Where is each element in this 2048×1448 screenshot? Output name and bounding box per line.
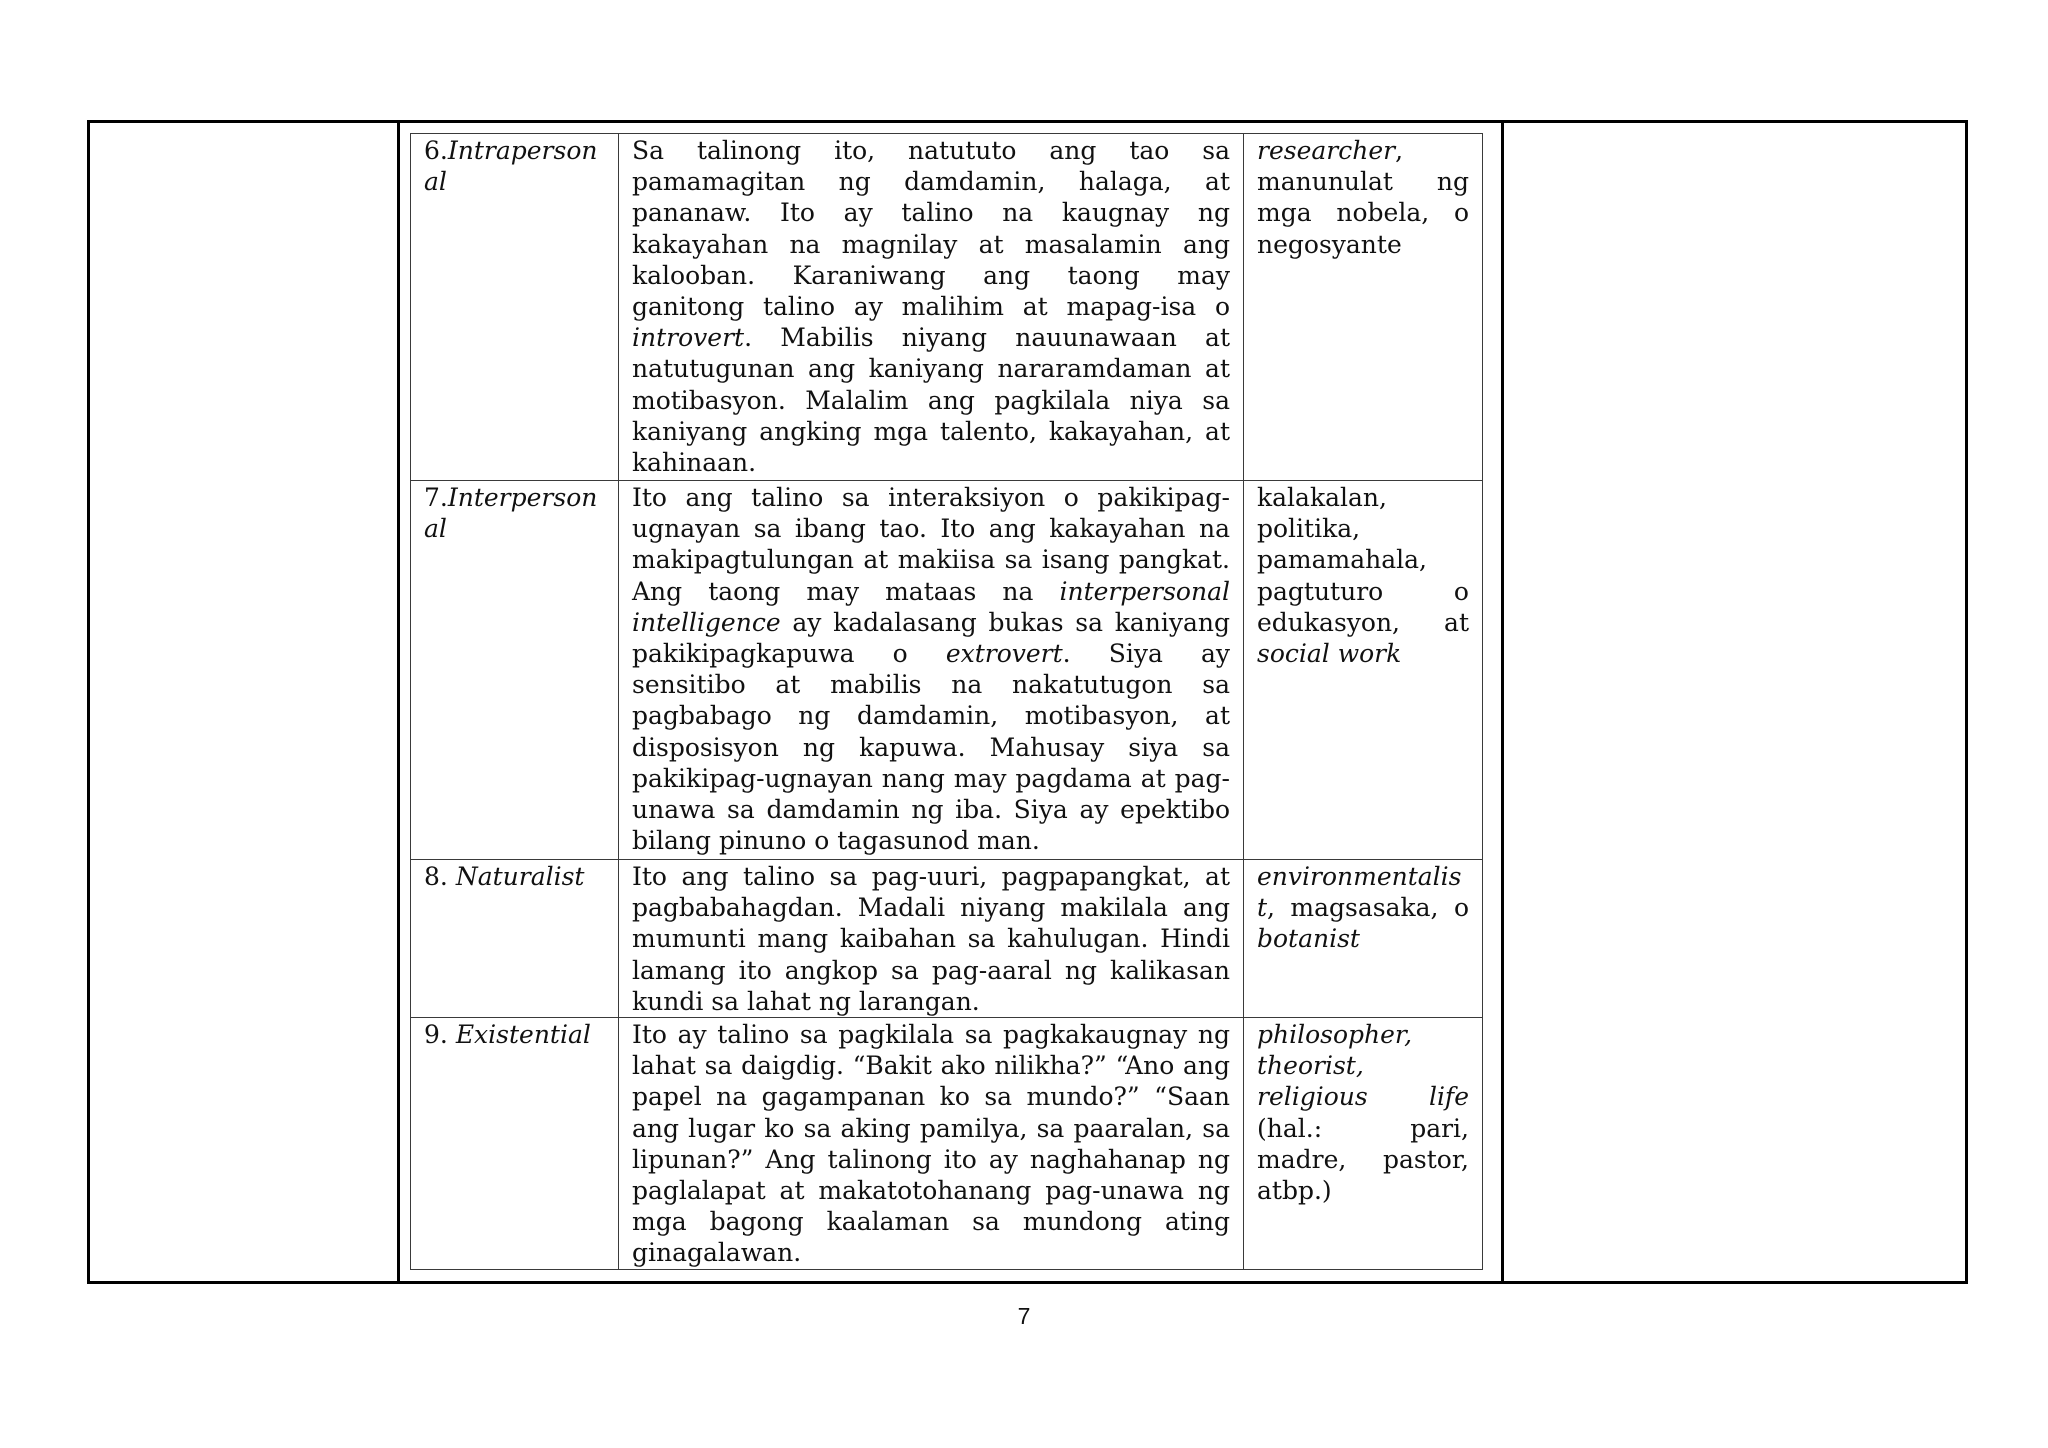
text-segment: 6. <box>424 136 448 165</box>
page-number: 7 <box>1017 1303 1031 1329</box>
italic-text-segment: Interpersonal <box>424 483 598 544</box>
text-segment: Ito ay talino sa pagkilala sa pagkakaugnay ng lahat sa daigdig. “Bakit ako nilikha?” “Ano ang papel na gagampanan ko sa mundo?” “Saan ang lugar ko sa aking pamilya, sa paaralan, sa lipunan?” Ang talinong ito ay naghahanap ng paglalapat at makatotohanang pag-unawa ng mga bagong kaalaman sa mundong ating ginagalawan. <box>632 1020 1230 1268</box>
intelligence-type-cell <box>411 860 619 1018</box>
italic-text-segment: botanist <box>1257 924 1360 954</box>
text-segment: , manunulat ng mga nobela, o negosyante <box>1257 136 1469 259</box>
text-segment: Ito ang talino sa interaksiyon o pakikipag-ugnayan sa ibang tao. Ito ang kakayahan na makipagtulungan at makiisa sa isang pangkat. Ang taong may mataas na <box>632 483 1230 606</box>
italic-text-segment: researcher <box>1257 136 1396 165</box>
description-cell <box>619 860 1244 1018</box>
text-segment: Ito ang talino sa pag-uuri, pagpapangkat, at pagbabahagdan. Madali niyang makilala ang mumunti mang kaibahan sa kahulugan. Hindi lamang ito angkop sa pag-aaral ng kalikasan kundi sa lahat ng larangan. <box>632 862 1230 1016</box>
description-cell <box>619 134 1244 481</box>
intelligence-table-body <box>411 134 1483 1270</box>
text-segment: 8. <box>424 862 456 891</box>
table-row <box>411 860 1483 1018</box>
description-cell <box>619 1018 1244 1270</box>
text-segment: 9. <box>424 1020 456 1050</box>
italic-text-segment: Intrapersonal <box>424 136 598 197</box>
intelligence-type-cell <box>411 481 619 860</box>
text-segment: kalakalan, politika, pamamahala, pagtuturo o edukasyon, at <box>1257 483 1469 637</box>
italic-text-segment: Naturalist <box>455 862 585 891</box>
outer-column-divider-left <box>397 120 400 1284</box>
text-segment: Sa talinong ito, natututo ang tao sa pamamagitan ng damdamin, halaga, at pananaw. Ito ay talino na kaugnay ng kakayahan na magnilay at masalamin ang kalooban. Karaniwang ang taong may ganitong talino ay malihim at mapag-isa o <box>632 136 1230 322</box>
text-segment: , magsasaka, o <box>1267 893 1469 923</box>
description-cell <box>619 481 1244 860</box>
text-segment: . Mabilis niyang nauunawaan at natutugunan ang kaniyang nararamdaman at motibasyon. Malalim ang pagkilala niya sa kaniyang angking mga talento, kakayahan, at kahinaan. <box>632 323 1230 478</box>
intelligence-table <box>410 133 1483 1270</box>
table-row <box>411 1018 1483 1270</box>
italic-text-segment: Existential <box>455 1020 591 1050</box>
text-segment: ay kadalasang bukas sa kaniyang pakikipagkapuwa o <box>632 607 1230 669</box>
careers-cell <box>1244 134 1483 481</box>
italic-text-segment: environmentalist <box>1257 862 1462 923</box>
italic-text-segment: interpersonal intelligence <box>632 576 1230 637</box>
intelligence-type-cell <box>411 134 619 481</box>
italic-text-segment: extrovert <box>945 639 1063 669</box>
text-segment: 7. <box>424 483 448 512</box>
italic-text-segment: social work <box>1257 639 1402 669</box>
careers-cell <box>1244 1018 1483 1270</box>
italic-text-segment: introvert <box>632 323 745 353</box>
text-segment: (hal.: pari, madre, pastor, atbp.) <box>1257 1113 1469 1206</box>
intelligence-type-cell <box>411 1018 619 1270</box>
outer-column-divider-right <box>1501 120 1504 1284</box>
table-row <box>411 134 1483 481</box>
text-segment: . Siya ay sensitibo at mabilis na nakatutugon sa pagbabago ng damdamin, motibasyon, at disposisyon ng kapuwa. Mahusay siya sa pakikipag-ugnayan nang may pagdama at pag-unawa sa damdamin ng iba. Siya ay epektibo bilang pinuno o tagasunod man. <box>632 639 1230 856</box>
careers-cell <box>1244 481 1483 860</box>
careers-cell <box>1244 860 1483 1018</box>
table-row <box>411 481 1483 860</box>
italic-text-segment: philosopher, theorist, religious life <box>1257 1020 1469 1112</box>
